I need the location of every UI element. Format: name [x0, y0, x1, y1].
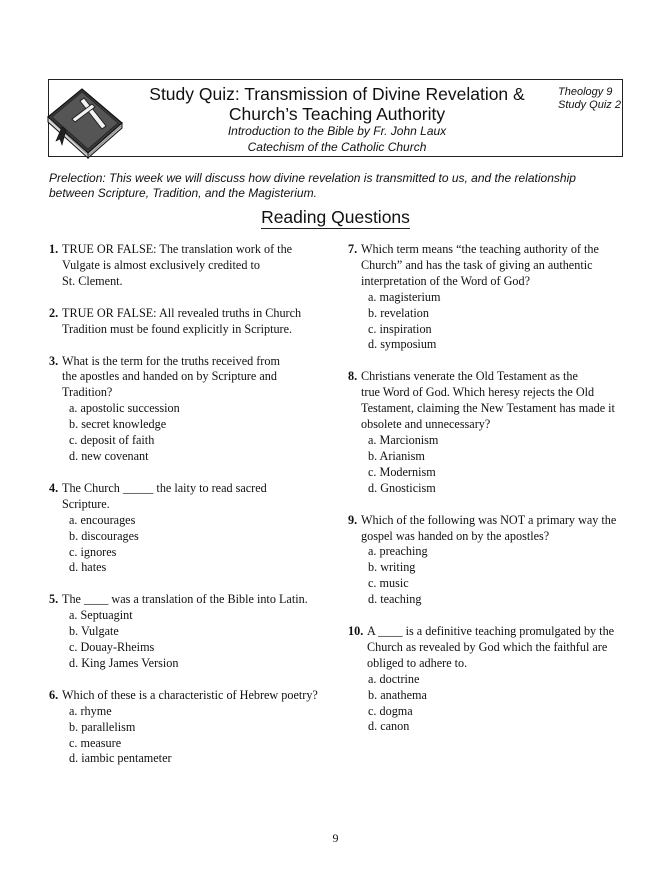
- question-text-line: Tradition?: [62, 385, 113, 400]
- answer-option: b. revelation: [368, 305, 429, 320]
- question-text-line: The ____ was a translation of the Bible into Latin.: [62, 592, 308, 607]
- answer-option: b. Arianism: [368, 448, 425, 463]
- prelection-text: [49, 171, 619, 201]
- answer-option: d. canon: [368, 719, 410, 734]
- answer-option: c. deposit of faith: [69, 433, 155, 448]
- answer-option: c. Modernism: [368, 464, 436, 479]
- question-text-line: TRUE OR FALSE: The translation work of the: [62, 242, 293, 256]
- answer-option: d. iambic pentameter: [69, 751, 172, 766]
- answer-option: b. Vulgate: [69, 624, 119, 639]
- answer-option: a. preaching: [368, 544, 428, 559]
- answer-option: b. parallelism: [69, 719, 136, 734]
- question-text-line: gospel was handed on by the apostles?: [361, 528, 550, 543]
- answer-option: c. Douay-Rheims: [69, 640, 155, 655]
- answer-option: c. ignores: [69, 544, 117, 559]
- questions-left-column: [49, 242, 339, 783]
- section-title-text: Reading Questions: [261, 207, 410, 227]
- question-number: 1.: [49, 242, 59, 256]
- question-text: [361, 369, 628, 433]
- question-item: [348, 624, 628, 735]
- question-number: 5.: [49, 592, 59, 607]
- question-text-line: Tradition must be found explicitly in Scripture.: [62, 321, 293, 336]
- answer-option: d. Gnosticism: [368, 480, 436, 495]
- section-title: [0, 207, 671, 228]
- answer-option: d. King James Version: [69, 655, 179, 670]
- question-text: [361, 513, 628, 545]
- question-text-line: the apostles and handed on by Scripture and: [62, 369, 277, 384]
- question-item: [348, 369, 628, 496]
- question-item: [49, 354, 339, 465]
- question-text: [62, 592, 339, 608]
- course-label: [558, 86, 621, 112]
- question-item: [348, 513, 628, 608]
- answer-option: a. Marcionism: [368, 432, 439, 447]
- subtitle-source-1: Introduction to the Bible by Fr. John Laux: [227, 124, 447, 138]
- question-text-line: Church” and has the task of giving an authentic: [361, 257, 593, 272]
- answer-option: d. teaching: [368, 592, 422, 607]
- question-text-line: A ____ is a definitive teaching promulgated by the: [367, 624, 615, 639]
- answer-option: d. hates: [69, 560, 107, 575]
- answer-option: a. magisterium: [368, 289, 441, 304]
- question-item: [49, 688, 339, 768]
- question-text-line: Vulgate is almost exclusively credited to: [62, 257, 260, 272]
- question-number: 10.: [348, 624, 364, 639]
- question-text-line: Which of the following was NOT a primary way the: [361, 512, 617, 527]
- answer-option: d. symposium: [368, 337, 437, 352]
- question-item: [49, 592, 339, 672]
- answer-option: c. dogma: [368, 703, 413, 718]
- prelection-line-2: between Scripture, Tradition, and the Magisterium.: [49, 186, 317, 200]
- subtitle-source-2: Catechism of the Catholic Church: [247, 140, 427, 154]
- question-item: [49, 306, 339, 338]
- quiz-title: [130, 84, 544, 124]
- title-line-1: Study Quiz: Transmission of Divine Revelation &: [149, 84, 525, 104]
- answer-option: b. secret knowledge: [69, 417, 167, 432]
- answer-option: c. music: [368, 576, 409, 591]
- answer-option: a. apostolic succession: [69, 401, 180, 416]
- quiz-number: Study Quiz 2: [558, 99, 621, 111]
- question-number: 7.: [348, 242, 358, 256]
- question-text-line: true Word of God. Which heresy rejects the Old: [361, 385, 595, 400]
- page-number: 9: [332, 831, 339, 845]
- question-text-line: obsolete and unnecessary?: [361, 417, 491, 432]
- answer-option: c. measure: [69, 735, 122, 750]
- question-text: [62, 688, 339, 704]
- question-text-line: Which of these is a characteristic of Hebrew poetry?: [62, 687, 318, 702]
- question-text: [62, 354, 339, 402]
- answer-option: b. discourages: [69, 528, 139, 543]
- course-name: Theology 9: [558, 86, 613, 98]
- question-text-line: Christians venerate the Old Testament as the: [361, 369, 578, 384]
- title-line-2: Church’s Teaching Authority: [228, 104, 446, 124]
- question-text-line: TRUE OR FALSE: All revealed truths in Church: [62, 305, 302, 320]
- question-text-line: Church as revealed by God which the faithful are: [367, 639, 608, 654]
- question-text-line: Scripture.: [62, 496, 110, 511]
- question-text-line: Which term means “the teaching authority of the: [361, 242, 599, 256]
- question-text-line: The Church _____ the laity to read sacred: [62, 480, 267, 495]
- question-text: [62, 306, 339, 338]
- answer-option: d. new covenant: [69, 448, 149, 463]
- question-number: 3.: [49, 353, 59, 368]
- question-item: [348, 242, 628, 353]
- question-number: 4.: [49, 480, 59, 495]
- question-text: [367, 624, 628, 672]
- question-text: [361, 242, 628, 290]
- question-number: 8.: [348, 369, 358, 384]
- answer-option: a. doctrine: [368, 671, 420, 686]
- question-text-line: What is the term for the truths received from: [62, 353, 280, 368]
- bible-icon: [42, 83, 126, 159]
- question-text-line: obliged to adhere to.: [367, 655, 468, 670]
- questions-right-column: [348, 242, 628, 751]
- answer-option: a. encourages: [69, 512, 136, 527]
- question-text-line: St. Clement.: [62, 273, 123, 288]
- answer-option: a. Septuagint: [69, 608, 133, 623]
- question-text: [62, 242, 339, 290]
- answer-option: c. inspiration: [368, 321, 432, 336]
- question-number: 2.: [49, 305, 59, 320]
- question-text-line: interpretation of the Word of God?: [361, 273, 531, 288]
- prelection-line-1: Prelection: This week we will discuss how divine revelation is transmitted to us, and the relationship: [49, 171, 576, 185]
- question-text: [62, 481, 339, 513]
- question-number: 6.: [49, 687, 59, 702]
- question-item: [49, 481, 339, 576]
- answer-option: a. rhyme: [69, 703, 112, 718]
- answer-option: b. writing: [368, 560, 416, 575]
- question-text-line: Testament, claiming the New Testament has made it: [361, 401, 615, 416]
- answer-option: b. anathema: [368, 687, 427, 702]
- question-item: [49, 242, 339, 290]
- question-number: 9.: [348, 512, 358, 527]
